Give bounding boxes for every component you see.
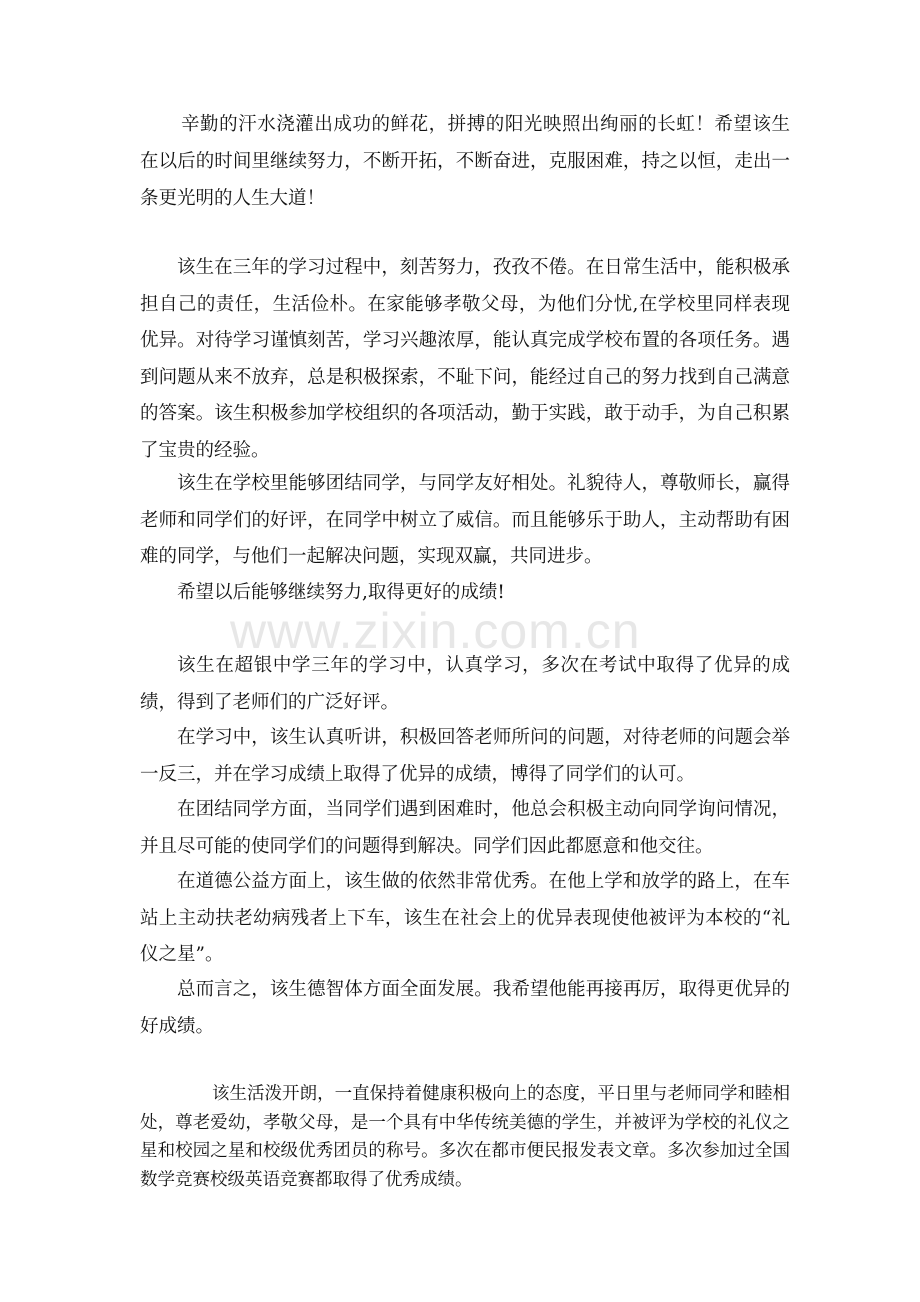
paragraph-2: 该生在三年的学习过程中，刻苦努力，孜孜不倦。在日常生活中，能积极承担自己的责任，生活俭朴。在家能够孝敬父母，为他们分忧,在学校里同样表现优异。对待学习谨慎刻苦，学习兴趣浓厚，能认真完成学校布置的各项任务。遇到问题从来不放弃，总是积极探索，不耻下问，能经过自己的努力找到自己满意的答案。该生积极参加学校组织的各项活动，勤于实践，敢于动手，为自己积累了宝贵的经验。 bbox=[140, 257, 790, 461]
paragraph-7: 在团结同学方面，当同学们遇到困难时，他总会积极主动向同学询问情况，并且尽可能的使同学们的问题得到解决。同学们因此都愿意和他交往。 bbox=[140, 799, 790, 857]
paragraph-6: 在学习中，该生认真听讲，积极回答老师所问的问题，对待老师的问题会举一反三，并在学习成绩上取得了优异的成绩，博得了同学们的认可。 bbox=[140, 727, 790, 785]
paragraph-10: 该生活泼开朗，一直保持着健康积极向上的态度，平日里与老师同学和睦相处，尊老爱幼，孝敬父母，是一个具有中华传统美德的学生，并被评为学校的礼仪之星和校园之星和校级优秀团员的称号。多次在都市便民报发表文章。多次参加过全国数学竞赛校级英语竞赛都取得了优秀成绩。 bbox=[140, 1084, 790, 1190]
paragraph-5: 该生在超银中学三年的学习中，认真学习，多次在考试中取得了优异的成绩，得到了老师们的广泛好评。 bbox=[140, 655, 790, 713]
watermark-text: www.zixin.com.cn bbox=[230, 603, 641, 659]
paragraph-9: 总而言之，该生德智体方面全面发展。我希望他能再接再厉，取得更优异的好成绩。 bbox=[140, 979, 790, 1037]
paragraph-3: 该生在学校里能够团结同学，与同学友好相处。礼貌待人，尊敬师长，赢得老师和同学们的好评，在同学中树立了威信。而且能够乐于助人，主动帮助有困难的同学，与他们一起解决问题，实现双赢，共同进步。 bbox=[140, 473, 790, 567]
paragraph-1: 辛勤的汗水浇灌出成功的鲜花，拼搏的阳光映照出绚丽的长虹！希望该生在以后的时间里继续努力，不断开拓，不断奋进，克服困难，持之以恒，走出一条更光明的人生大道！ bbox=[140, 114, 790, 209]
paragraph-8: 在道德公益方面上，该生做的依然非常优秀。在他上学和放学的路上，在车站上主动扶老幼病残者上下车，该生在社会上的优异表现使他被评为本校的“礼仪之星”。 bbox=[140, 871, 790, 965]
paragraph-4: 希望以后能够继续努力,取得更好的成绩! bbox=[177, 582, 505, 603]
